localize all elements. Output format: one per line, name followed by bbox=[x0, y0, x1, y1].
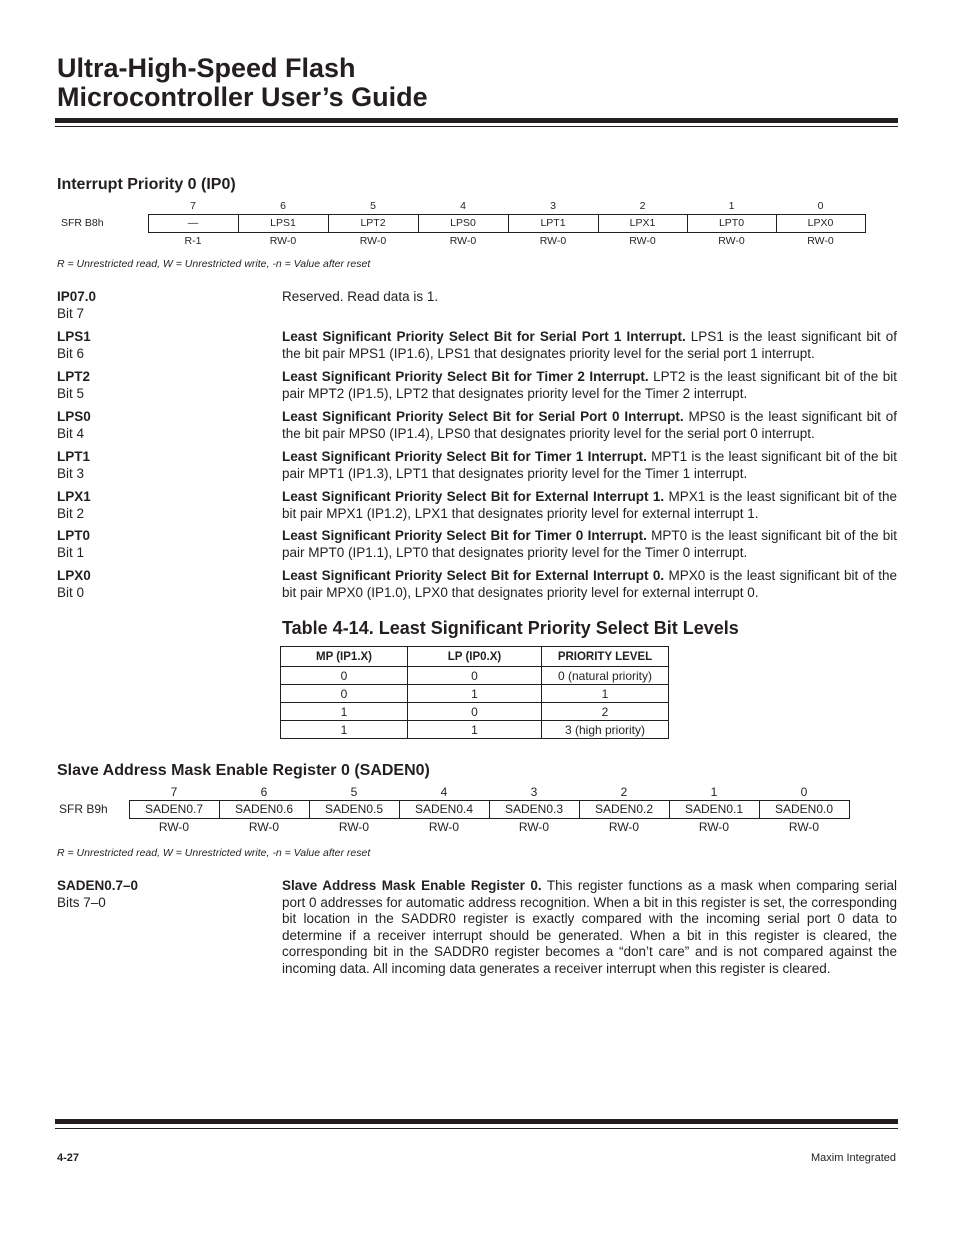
bit-number: 3 bbox=[550, 199, 556, 212]
bit-number: 4 bbox=[460, 199, 466, 212]
saden0-register-table bbox=[57, 784, 850, 835]
bit-number: 0 bbox=[800, 784, 808, 799]
bit-access: RW-0 bbox=[248, 819, 280, 834]
table-cell: 1 bbox=[281, 721, 408, 739]
bit-access: RW-0 bbox=[269, 234, 297, 247]
bit-definition bbox=[57, 369, 897, 409]
bit-name: LPX1 bbox=[598, 214, 687, 232]
sfr-address: SFR B9h bbox=[59, 802, 108, 816]
bit-access: RW-0 bbox=[359, 234, 387, 247]
bit-description: Least Significant Priority Select Bit for Timer 1 Interrupt. MPT1 is the least significant bit of the bit pair MPT1 (IP1.3), LPT1 that designates priority level for the Timer 1 interrupt. bbox=[282, 449, 897, 481]
column-header: MP (IP1.X) bbox=[281, 647, 408, 667]
table-cell: 1 bbox=[408, 685, 542, 703]
bit-description: Slave Address Mask Enable Register 0. This register functions as a mask when comparing serial port 0 addresses for automatic address recognition. When a bit in this register is set, the corresponding bit location in the SADDR0 register is exactly compared with the incoming serial port 0 data to determine if a receiver interrupt should be generated. When a bit in this register is cleared, the corresponding bit in the SADDR0 register becomes a “don’t care” and is not compared against the incoming data. All incoming data generates a receiver interrupt when this register is cleared. bbox=[282, 878, 897, 976]
bit-access: RW-0 bbox=[718, 234, 745, 247]
ip0-register-table bbox=[57, 198, 866, 249]
bit-description: Least Significant Priority Select Bit for External Interrupt 0. MPX0 is the least significant bit of the bit pair MPX0 (IP1.0), LPX0 that designates priority level for external interrupt 0. bbox=[282, 568, 897, 600]
bit-access: RW-0 bbox=[807, 234, 834, 247]
bit-name: SADEN0.7–0 bbox=[57, 878, 139, 893]
priority-level-table bbox=[280, 646, 669, 739]
bit-access: RW-0 bbox=[539, 234, 567, 247]
bit-access: RW-0 bbox=[158, 819, 190, 834]
page-number: 4-27 bbox=[57, 1152, 80, 1164]
bit-definition bbox=[57, 289, 897, 329]
bit-access: RW-0 bbox=[428, 819, 460, 834]
bit-number: 7 bbox=[170, 784, 178, 799]
saden0-reset-note: R = Unrestricted read, W = Unrestricted write, -n = Value after reset bbox=[57, 847, 371, 859]
bit-description: Least Significant Priority Select Bit for External Interrupt 1. MPX1 is the least significant bit of the bit pair MPX1 (IP1.2), LPX1 that designates priority level for external interrupt 1. bbox=[282, 489, 897, 521]
bit-access: RW-0 bbox=[518, 819, 550, 834]
table-caption: Table 4-14. Least Significant Priority Select Bit Levels bbox=[282, 618, 739, 638]
ip0-bit-number-row bbox=[57, 198, 865, 214]
ip0-bit-name-row bbox=[57, 214, 865, 232]
table-cell: 3 (high priority) bbox=[542, 721, 669, 739]
ip0-bit-definitions bbox=[57, 289, 897, 608]
bit-name: LPT2 bbox=[328, 214, 418, 232]
header-rule-thick bbox=[55, 118, 898, 123]
footer-rule-thin bbox=[55, 1128, 898, 1129]
bit-definition bbox=[57, 528, 897, 568]
bit-number: 7 bbox=[190, 199, 196, 212]
bit-description: Least Significant Priority Select Bit for Serial Port 0 Interrupt. MPS0 is the least significant bit of the bit pair MPS0 (IP1.4), LPS0 that designates priority level for the serial port 0 interrupt. bbox=[282, 409, 897, 441]
bit-number: 6 bbox=[260, 784, 268, 799]
bit-name: LPX0 bbox=[776, 214, 865, 232]
bit-name: LPT1 bbox=[508, 214, 598, 232]
bit-access: RW-0 bbox=[608, 819, 640, 834]
table-cell: 0 bbox=[408, 667, 542, 685]
bit-access: RW-0 bbox=[629, 234, 656, 247]
bit-name: LPX0 bbox=[57, 568, 91, 583]
bit-definition bbox=[57, 449, 897, 489]
bit-number: 4 bbox=[440, 784, 448, 799]
bit-description: Least Significant Priority Select Bit for Timer 2 Interrupt. LPT2 is the least significant bit of the bit pair MPT2 (IP1.5), LPT2 that designates priority level for the Timer 2 interrupt. bbox=[282, 369, 897, 401]
bit-name: SADEN0.0 bbox=[759, 800, 849, 818]
bit-definition bbox=[57, 568, 897, 608]
bit-position: Bit 3 bbox=[57, 465, 85, 481]
bit-name: LPS1 bbox=[238, 214, 328, 232]
ip0-reset-note: R = Unrestricted read, W = Unrestricted write, -n = Value after reset bbox=[57, 258, 371, 270]
bit-description: Reserved. Read data is 1. bbox=[282, 289, 439, 304]
bit-number: 2 bbox=[620, 784, 628, 799]
bit-name: LPT0 bbox=[57, 528, 91, 543]
saden0-access-row bbox=[57, 818, 849, 835]
table-header-row bbox=[281, 647, 669, 667]
bit-name: SADEN0.2 bbox=[579, 800, 669, 818]
sfr-address: SFR B8h bbox=[61, 217, 104, 229]
table-row bbox=[281, 721, 669, 739]
bit-name: SADEN0.3 bbox=[489, 800, 579, 818]
bit-definition bbox=[57, 878, 897, 977]
ip0-access-row bbox=[57, 232, 865, 249]
bit-position: Bit 6 bbox=[57, 345, 85, 361]
bit-name: LPS0 bbox=[57, 409, 91, 424]
bit-name: — bbox=[148, 214, 238, 232]
bit-number: 2 bbox=[639, 199, 646, 212]
table-cell: 1 bbox=[408, 721, 542, 739]
bit-position: Bit 0 bbox=[57, 584, 85, 600]
table-row bbox=[281, 703, 669, 721]
bit-access: RW-0 bbox=[698, 819, 730, 834]
table-cell: 2 bbox=[542, 703, 669, 721]
saden0-bit-definitions bbox=[57, 878, 897, 977]
table-row bbox=[281, 685, 669, 703]
bit-name: LPT2 bbox=[57, 369, 91, 384]
bit-number: 1 bbox=[710, 784, 718, 799]
bit-name: SADEN0.1 bbox=[669, 800, 759, 818]
title-line-1: Ultra-High-Speed Flash bbox=[57, 53, 356, 83]
bit-number: 6 bbox=[280, 199, 286, 212]
bit-name: LPT0 bbox=[687, 214, 776, 232]
title-line-2: Microcontroller User’s Guide bbox=[57, 82, 428, 112]
column-header: PRIORITY LEVEL bbox=[542, 647, 669, 667]
saden0-heading: Slave Address Mask Enable Register 0 (SADEN0) bbox=[57, 762, 430, 779]
column-header: LP (IP0.X) bbox=[408, 647, 542, 667]
bit-name: LPS0 bbox=[418, 214, 508, 232]
bit-name: IP07.0 bbox=[57, 289, 97, 304]
bit-description: Least Significant Priority Select Bit for Serial Port 1 Interrupt. LPS1 is the least significant bit of the bit pair MPS1 (IP1.6), LPS1 that designates priority level for the serial port 1 interrupt. bbox=[282, 329, 897, 361]
bit-access: RW-0 bbox=[788, 819, 820, 834]
bit-name: SADEN0.6 bbox=[219, 800, 309, 818]
table-cell: 0 bbox=[281, 667, 408, 685]
bit-name: SADEN0.7 bbox=[129, 800, 219, 818]
bit-position: Bit 7 bbox=[57, 305, 85, 321]
table-cell: 1 bbox=[281, 703, 408, 721]
header-rule-thin bbox=[55, 126, 898, 127]
bit-name: LPS1 bbox=[57, 329, 91, 344]
bit-name: SADEN0.5 bbox=[309, 800, 399, 818]
bit-number: 5 bbox=[370, 199, 376, 212]
saden0-bit-number-row bbox=[57, 784, 849, 800]
bit-access: RW-0 bbox=[449, 234, 477, 247]
bit-position: Bit 5 bbox=[57, 385, 85, 401]
table-row bbox=[281, 667, 669, 685]
bit-definition bbox=[57, 489, 897, 528]
bit-name: LPT1 bbox=[57, 449, 91, 464]
bit-access: R-1 bbox=[184, 234, 202, 247]
document-title bbox=[57, 54, 428, 112]
bit-name: LPX1 bbox=[57, 489, 91, 504]
ip0-heading: Interrupt Priority 0 (IP0) bbox=[57, 176, 236, 193]
bit-definition bbox=[57, 329, 897, 369]
footer-rule-thick bbox=[55, 1119, 898, 1124]
table-cell: 0 bbox=[408, 703, 542, 721]
bit-position: Bits 7–0 bbox=[57, 894, 106, 910]
table-cell: 0 (natural priority) bbox=[542, 667, 669, 685]
saden0-bit-name-row bbox=[57, 800, 849, 818]
table-cell: 1 bbox=[542, 685, 669, 703]
bit-name: SADEN0.4 bbox=[399, 800, 489, 818]
bit-number: 0 bbox=[817, 199, 824, 212]
company-name: Maxim Integrated bbox=[811, 1152, 896, 1164]
bit-description: Least Significant Priority Select Bit for Timer 0 Interrupt. MPT0 is the least significant bit of the bit pair MPT0 (IP1.1), LPT0 that designates priority level for the Timer 0 interrupt. bbox=[282, 528, 897, 560]
bit-access: RW-0 bbox=[338, 819, 370, 834]
bit-definition bbox=[57, 409, 897, 449]
bit-position: Bit 1 bbox=[57, 544, 85, 560]
bit-position: Bit 4 bbox=[57, 425, 85, 441]
bit-number: 3 bbox=[530, 784, 538, 799]
table-cell: 0 bbox=[281, 685, 408, 703]
bit-number: 1 bbox=[728, 199, 735, 212]
bit-number: 5 bbox=[350, 784, 358, 799]
bit-position: Bit 2 bbox=[57, 505, 85, 521]
